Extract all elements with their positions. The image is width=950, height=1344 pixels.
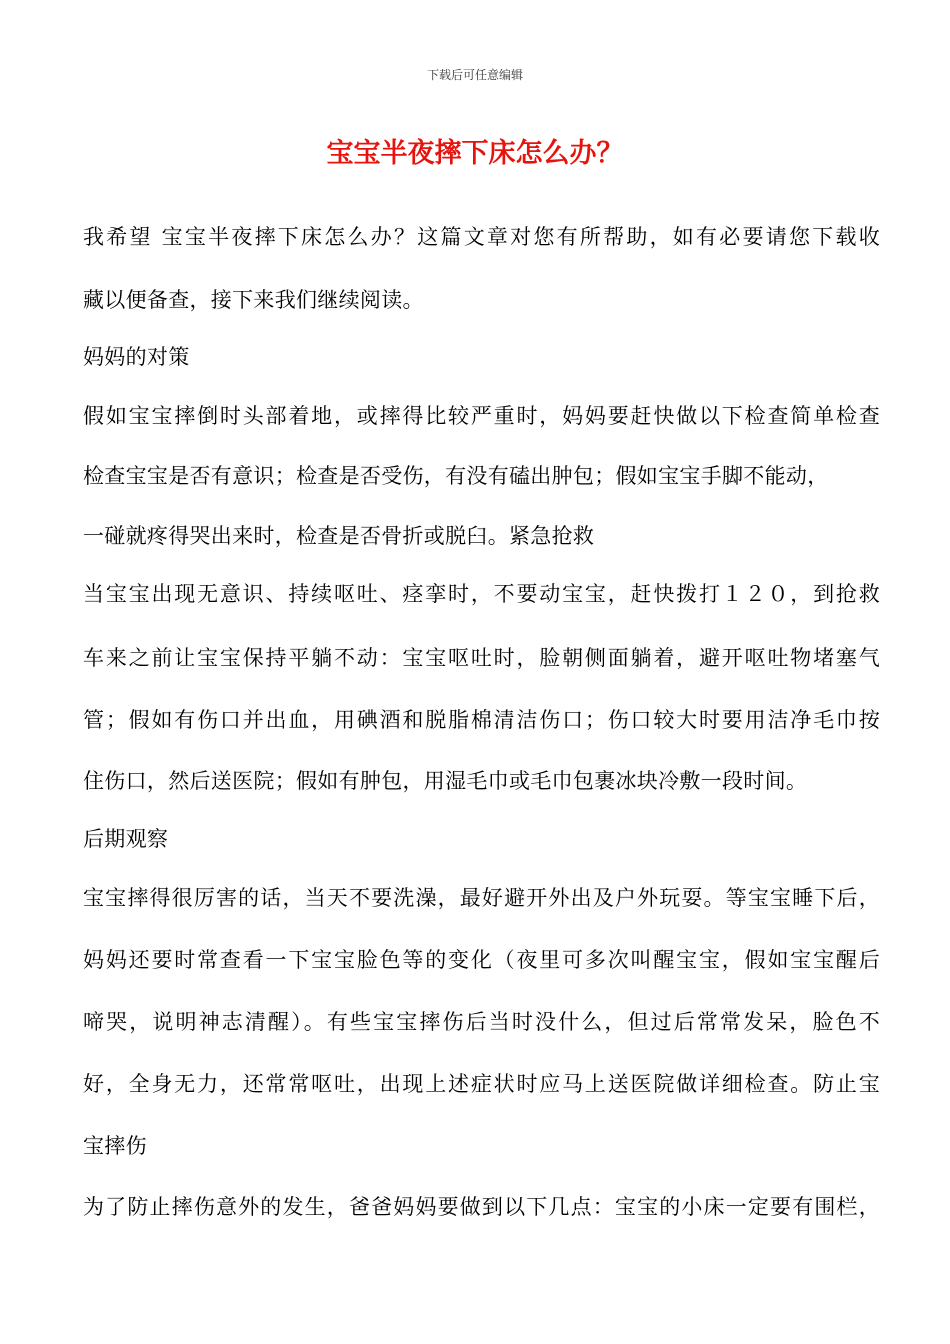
header-note: 下载后可任意编辑 (426, 68, 523, 82)
paragraph-line: 藏以便备查，接下来我们继续阅读。 (83, 288, 424, 312)
paragraph-line: 好，全身无力，还常常呕吐，出现上述症状时应马上送医院做详细检查。防止宝 (83, 1072, 880, 1096)
paragraph-line: 宝摔伤 (83, 1134, 147, 1158)
paragraph-line: 为了防止摔伤意外的发生，爸爸妈妈要做到以下几点：宝宝的小床一定要有围栏， (83, 1195, 880, 1219)
paragraph-line: 检查宝宝是否有意识；检查是否受伤，有没有磕出肿包；假如宝宝手脚不能动， (83, 464, 829, 488)
paragraph-line: 宝宝摔得很厉害的话，当天不要洗澡，最好避开外出及户外玩耍。等宝宝睡下后， (83, 886, 880, 910)
document-title: 宝宝半夜摔下床怎么办？ (326, 138, 624, 169)
paragraph-line: 车来之前让宝宝保持平躺不动：宝宝呕吐时，脸朝侧面躺着，避开呕吐物堵塞气 (83, 646, 880, 670)
paragraph-line: 啼哭，说明神志清醒）。有些宝宝摔伤后当时没什么，但过后常常发呆，脸色不 (83, 1010, 880, 1034)
paragraph-line: 一碰就疼得哭出来时，检查是否骨折或脱臼。紧急抢救 (83, 524, 595, 548)
paragraph-line: 管；假如有伤口并出血，用碘酒和脱脂棉清洁伤口；伤口较大时要用洁净毛巾按 (83, 708, 880, 732)
paragraph-line: 假如宝宝摔倒时头部着地，或摔得比较严重时，妈妈要赶快做以下检查简单检查 (83, 404, 880, 428)
paragraph-line: 当宝宝出现无意识、持续呕吐、痉挛时，不要动宝宝，赶快拨打１２０，到抢救 (83, 582, 880, 606)
paragraph-line: 住伤口，然后送医院；假如有肿包，用湿毛巾或毛巾包裹冰块冷敷一段时间。 (83, 769, 808, 793)
paragraph-line: 我希望 宝宝半夜摔下床怎么办？这篇文章对您有所帮助，如有必要请您下载收 (83, 225, 880, 249)
section-heading: 后期观察 (83, 827, 169, 851)
paragraph-line: 妈妈还要时常查看一下宝宝脸色等的变化（夜里可多次叫醒宝宝，假如宝宝醒后 (83, 948, 880, 972)
section-heading: 妈妈的对策 (83, 345, 190, 369)
